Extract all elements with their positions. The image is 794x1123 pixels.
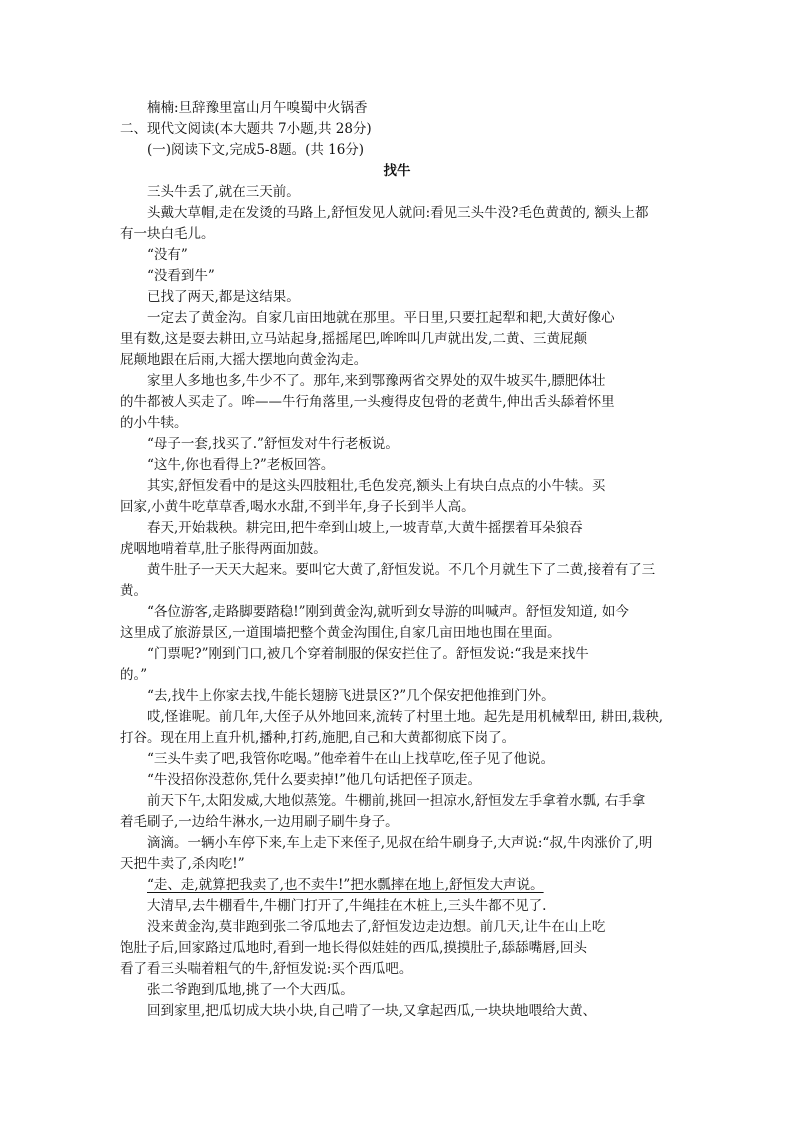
paragraph-line: 张二爷跑到瓜地,挑了一个大西瓜。	[147, 982, 354, 998]
article-title: 找牛	[383, 163, 411, 179]
paragraph-line: 没来黄金沟,莫非跑到张二爷瓜地去了,舒恒发边走边想。前几天,让牛在山上吃	[147, 919, 606, 935]
section-heading: 二、现代文阅读(本大题共 7小题,共 28分)	[120, 121, 372, 137]
paragraph-line: 这里成了旅游景区,一道围墙把整个黄金沟围住,自家几亩田地也围在里面。	[120, 625, 561, 641]
paragraph-line: “没看到牛”	[147, 268, 215, 284]
paragraph-line: 春天,开始栽秧。耕完田,把牛牵到山坡上,一坡青草,大黄牛摇摆着耳朵狼吞	[147, 520, 583, 536]
paragraph-line: “去,找牛上你家去找,牛能长翅膀飞进景区?”几个保安把他推到门外。	[147, 688, 555, 704]
paragraph-line: 饱肚子后,回家路过瓜地时,看到一地长得似娃娃的西瓜,摸摸肚子,舔舔嘴唇,回头	[120, 940, 587, 956]
paragraph-line: “牛没招你没惹你,凭什么要卖掉!”他几句话把侄子顶走。	[147, 772, 482, 788]
paragraph-line: 回家,小黄牛吃草草香,喝水水甜,不到半年,身子长到半人高。	[120, 499, 475, 515]
paragraph-line: 头戴大草帽,走在发烫的马路上,舒恒发见人就问:看见三头牛没?毛色黄黄的, 额头上都	[147, 205, 649, 221]
paragraph-line: 虎咽地啃着草,肚子胀得两面加鼓。	[120, 541, 327, 557]
underlined-sentence: “走、走,就算把我卖了,也不卖牛!”把水瓢摔在地上,舒恒发大声说。	[147, 877, 544, 893]
verse-line: 楠楠:旦辞豫里富山月午嗅蜀中火锅香	[147, 100, 368, 116]
paragraph-line: “门票呢?”刚到门口,被几个穿着制服的保安拦住了。舒恒发说:“我是来找牛	[147, 646, 589, 662]
paragraph-line: 其实,舒恒发看中的是这头四肢粗壮,毛色发亮,额头上有块白点点的小牛犊。买	[147, 478, 606, 494]
paragraph-line: 天把牛卖了,杀肉吃!”	[120, 856, 245, 872]
paragraph-line: 滴滴。一辆小车停下来,车上走下来侄子,见叔在给牛刷身子,大声说:“叔,牛肉涨价了,明	[147, 835, 653, 851]
paragraph-line: “三头牛卖了吧,我管你吃喝。”他牵着牛在山上找草吃,侄子见了他说。	[147, 751, 555, 767]
paragraph-line: 一定去了黄金沟。自家几亩田地就在那里。平日里,只要扛起犁和耙,大黄好像心	[147, 310, 615, 326]
paragraph-line: 已找了两天,都是这结果。	[147, 289, 300, 305]
paragraph-line: 哎,怪谁呢。前几年,大侄子从外地回来,流转了村里土地。起先是用机械犁田, 耕田,栽秧,	[147, 709, 664, 725]
paragraph-line: 的。”	[120, 667, 148, 683]
paragraph-line: “母子一套,找买了.”舒恒发对牛行老板说。	[147, 436, 399, 452]
paragraph-line: “这牛,你也看得上?”老板回答。	[147, 457, 335, 473]
paragraph-line: 大清早,去牛棚看牛,牛棚门打开了,牛绳挂在木桩上,三头牛都不见了.	[147, 898, 547, 914]
paragraph-line: 看了看三头喘着粗气的牛,舒恒发说:买个西瓜吧。	[120, 961, 413, 977]
paragraph-line: 的小牛犊。	[120, 415, 188, 431]
paragraph-line: 里有数,这是耍去耕田,立马站起身,摇摇尾巴,哞哞叫几声就出发,二黄、三黄屁颠	[120, 331, 587, 347]
paragraph-line: 三头牛丢了,就在三天前。	[147, 184, 300, 200]
paragraph-line: “各位游客,走路脚要踏稳!”刚到黄金沟,就听到女导游的叫喊声。舒恒发知道, 如今	[147, 604, 629, 620]
paragraph-line: 有一块白毛儿。	[120, 226, 215, 242]
subsection-heading: (一)阅读下文,完成5-8题。(共 16分)	[147, 142, 365, 158]
paragraph-line: 的牛都被人买走了。哞——牛行角落里,一头瘦得皮包骨的老黄牛,伸出舌头舔着怀里	[120, 394, 615, 410]
paragraph-line: “没有”	[147, 247, 188, 263]
paragraph-line: 着毛刷子,一边给牛淋水,一边用刷子刷牛身子。	[120, 814, 399, 830]
paragraph-line: 回到家里,把瓜切成大块小块,自己啃了一块,又拿起西瓜,一块块地喂给大黄、	[147, 1003, 597, 1019]
paragraph-line: 黄牛肚子一天天大起来。要叫它大黄了,舒恒发说。不几个月就生下了二黄,接着有了三	[147, 562, 656, 578]
paragraph-line: 打谷。现在用上直升机,播种,打药,施肥,自己和大黄都彻底下岗了。	[120, 730, 516, 746]
paragraph-line: 黄。	[120, 583, 147, 599]
paragraph-line: 家里人多地也多,牛少不了。那年,来到鄂豫两省交界处的双牛坡买牛,膘肥体壮	[147, 373, 606, 389]
paragraph-line: 前天下午,太阳发威,大地似蒸笼。牛棚前,挑回一担凉水,舒恒发左手拿着水瓢, 右手拿	[147, 793, 646, 809]
paragraph-line: 屁颠地跟在后雨,大摇大摆地向黄金沟走。	[120, 352, 368, 368]
